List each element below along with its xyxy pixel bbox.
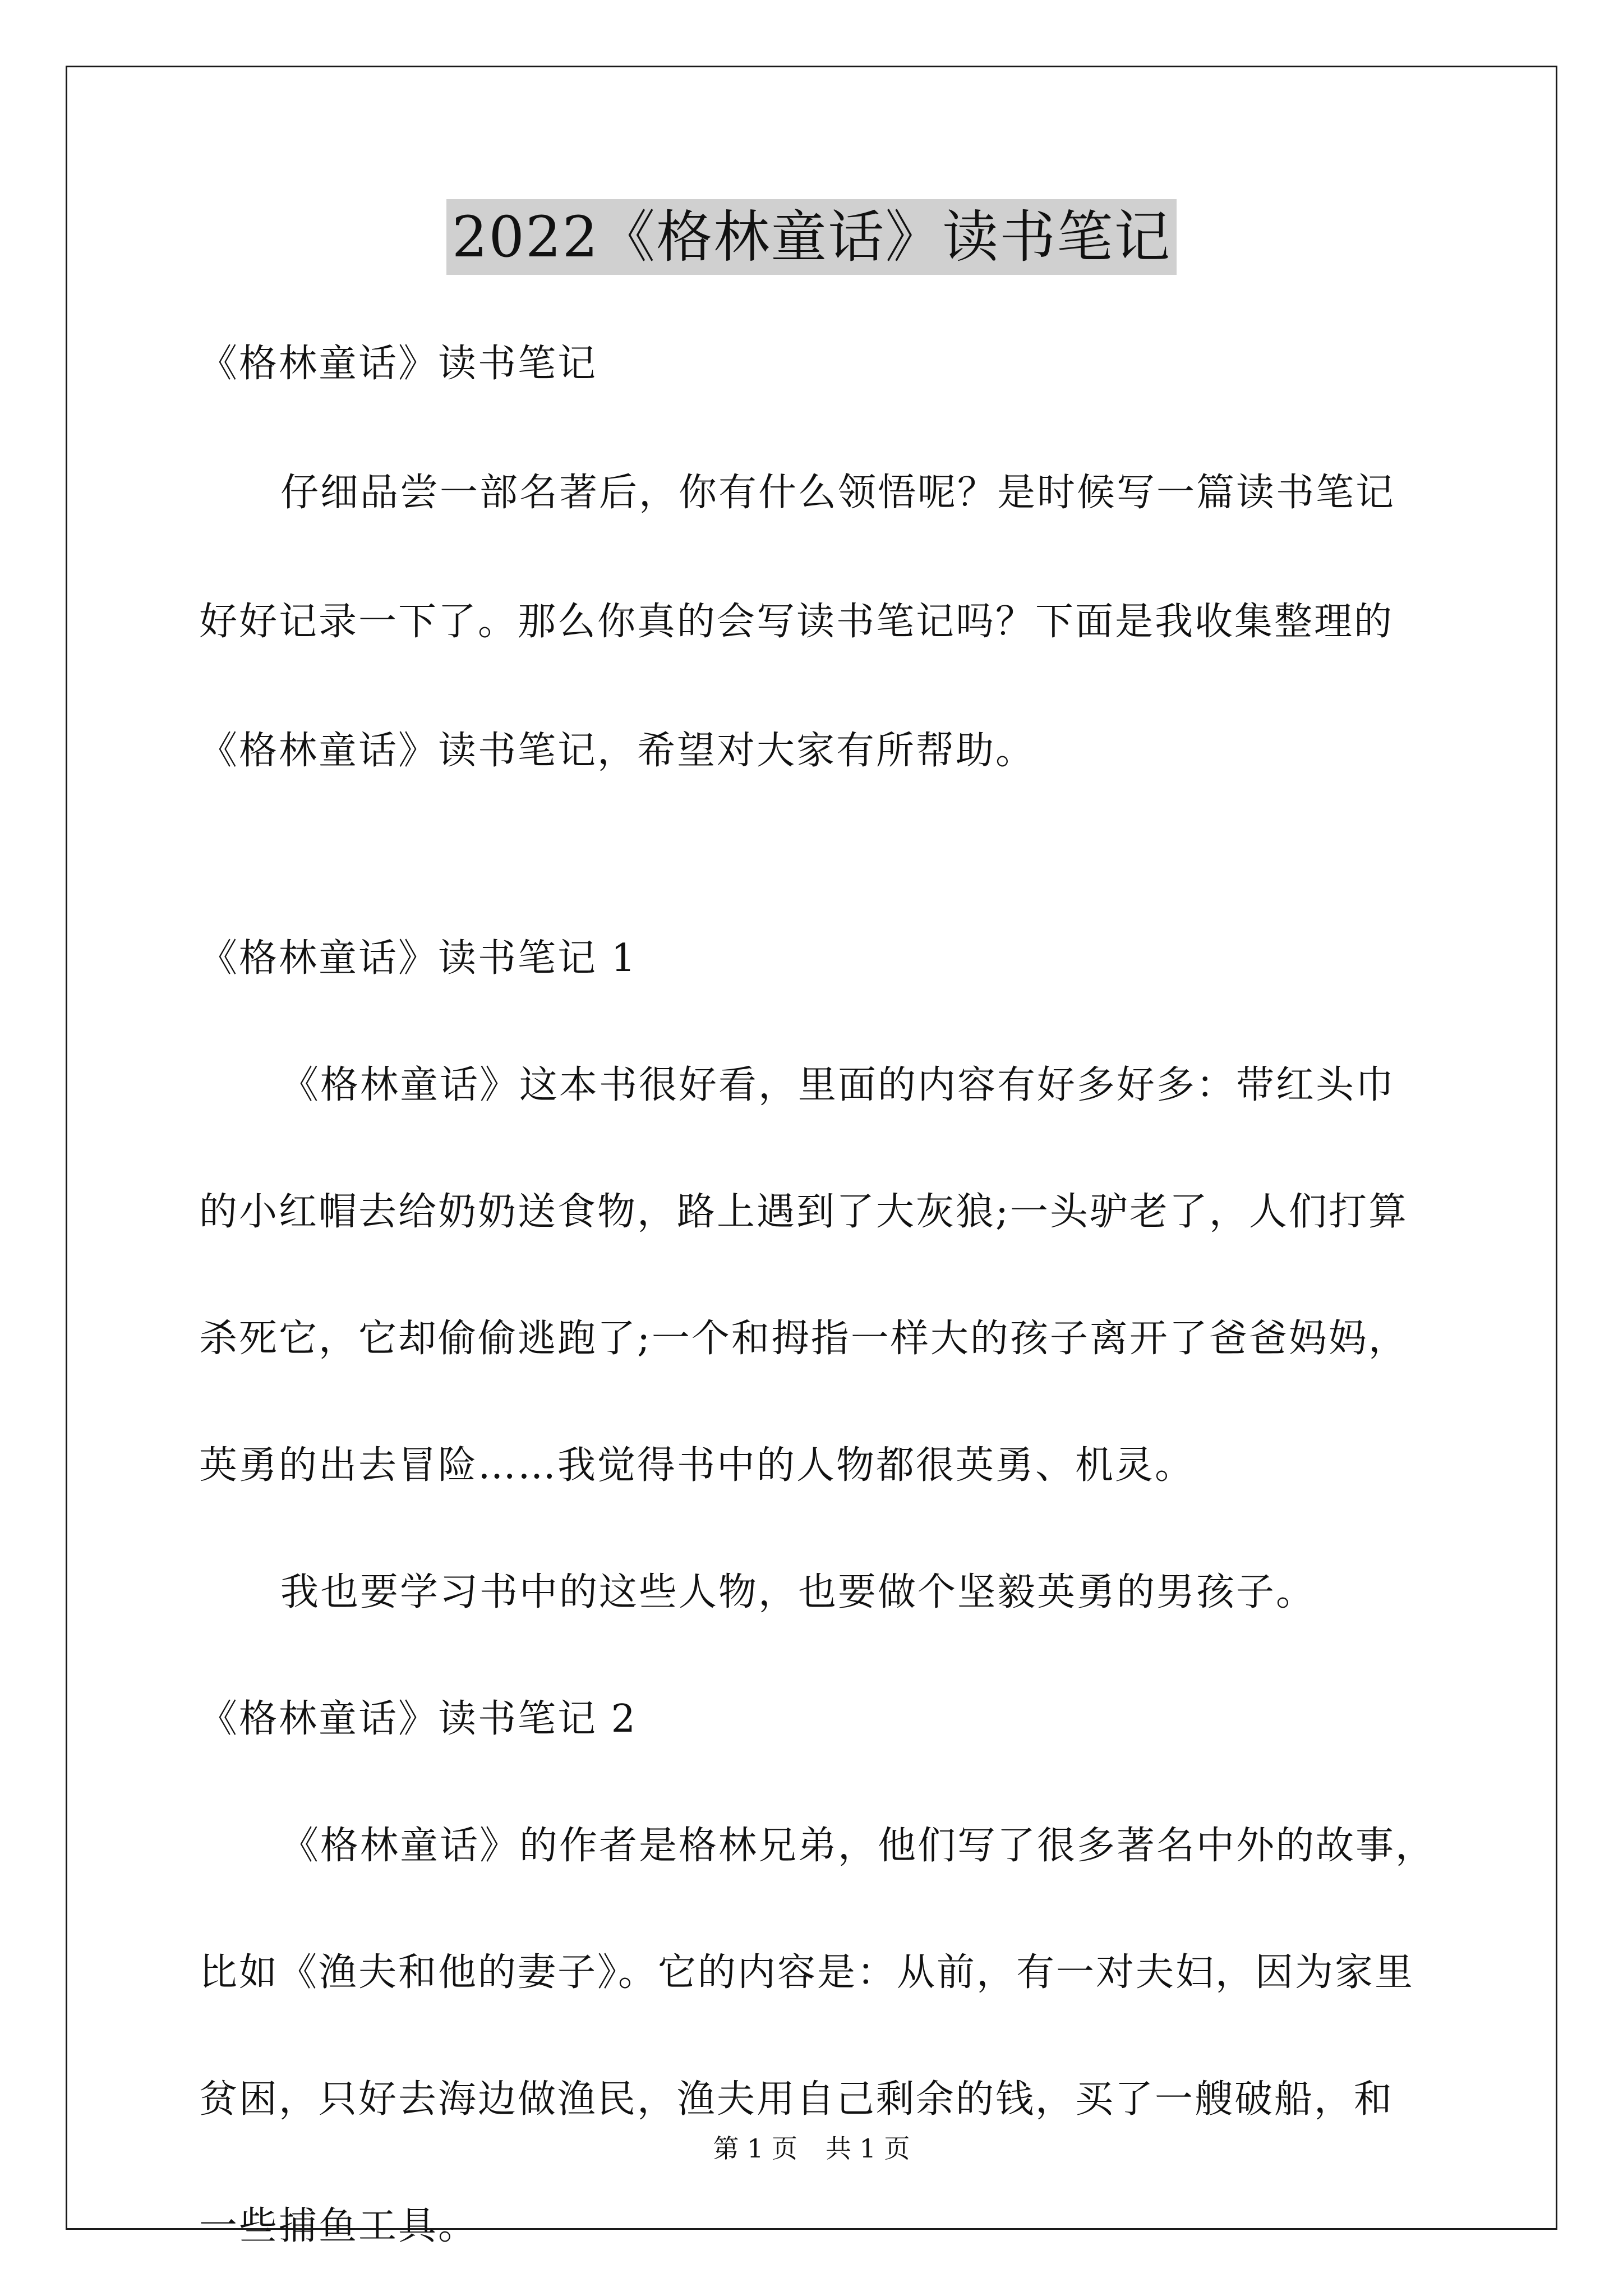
intro-line-1: 仔细品尝一部名著后，你有什么领悟呢？是时候写一篇读书笔记 [280, 471, 1396, 515]
section1-line-3: 杀死它，它却偷偷逃跑了;一个和拇指一样大的孩子离开了爸爸妈妈， [199, 1317, 1408, 1361]
section-heading-1: 《格林童话》读书笔记 1 [199, 936, 637, 981]
section2-line-3: 贫困，只好去海边做渔民，渔夫用自己剩余的钱，买了一艘破船，和 [199, 2077, 1394, 2122]
intro-line-2: 好好记录一下了。那么你真的会写读书笔记吗？下面是我收集整理的 [199, 600, 1394, 644]
document-title: 2022《格林童话》读书笔记 [446, 199, 1177, 275]
section1-line-1: 《格林童话》这本书很好看，里面的内容有好多好多：带红头巾 [280, 1063, 1396, 1107]
page-number: 第 1 页 [713, 2133, 797, 2164]
document-body [199, 342, 1461, 2248]
section2-line-1: 《格林童话》的作者是格林兄弟，他们写了很多著名中外的故事， [280, 1824, 1436, 1868]
page-total: 共 1 页 [826, 2133, 910, 2164]
section-heading-2: 《格林童话》读书笔记 2 [199, 1697, 637, 1741]
section-heading-main: 《格林童话》读书笔记 [199, 342, 598, 386]
section2-line-4: 一些捕鱼工具。 [199, 2204, 478, 2248]
page-footer [0, 2132, 1623, 2165]
section2-line-2: 比如《渔夫和他的妻子》。它的内容是：从前，有一对夫妇，因为家里 [199, 1950, 1415, 1995]
intro-line-3: 《格林童话》读书笔记，希望对大家有所帮助。 [199, 729, 1036, 773]
section1-line-2: 的小红帽去给奶奶送食物，路上遇到了大灰狼;一头驴老了，人们打算 [199, 1190, 1408, 1234]
title-area [0, 199, 1623, 275]
section1-para2: 我也要学习书中的这些人物，也要做个坚毅英勇的男孩子。 [280, 1570, 1316, 1614]
section1-line-4: 英勇的出去冒险……我觉得书中的人物都很英勇、机灵。 [199, 1443, 1195, 1488]
